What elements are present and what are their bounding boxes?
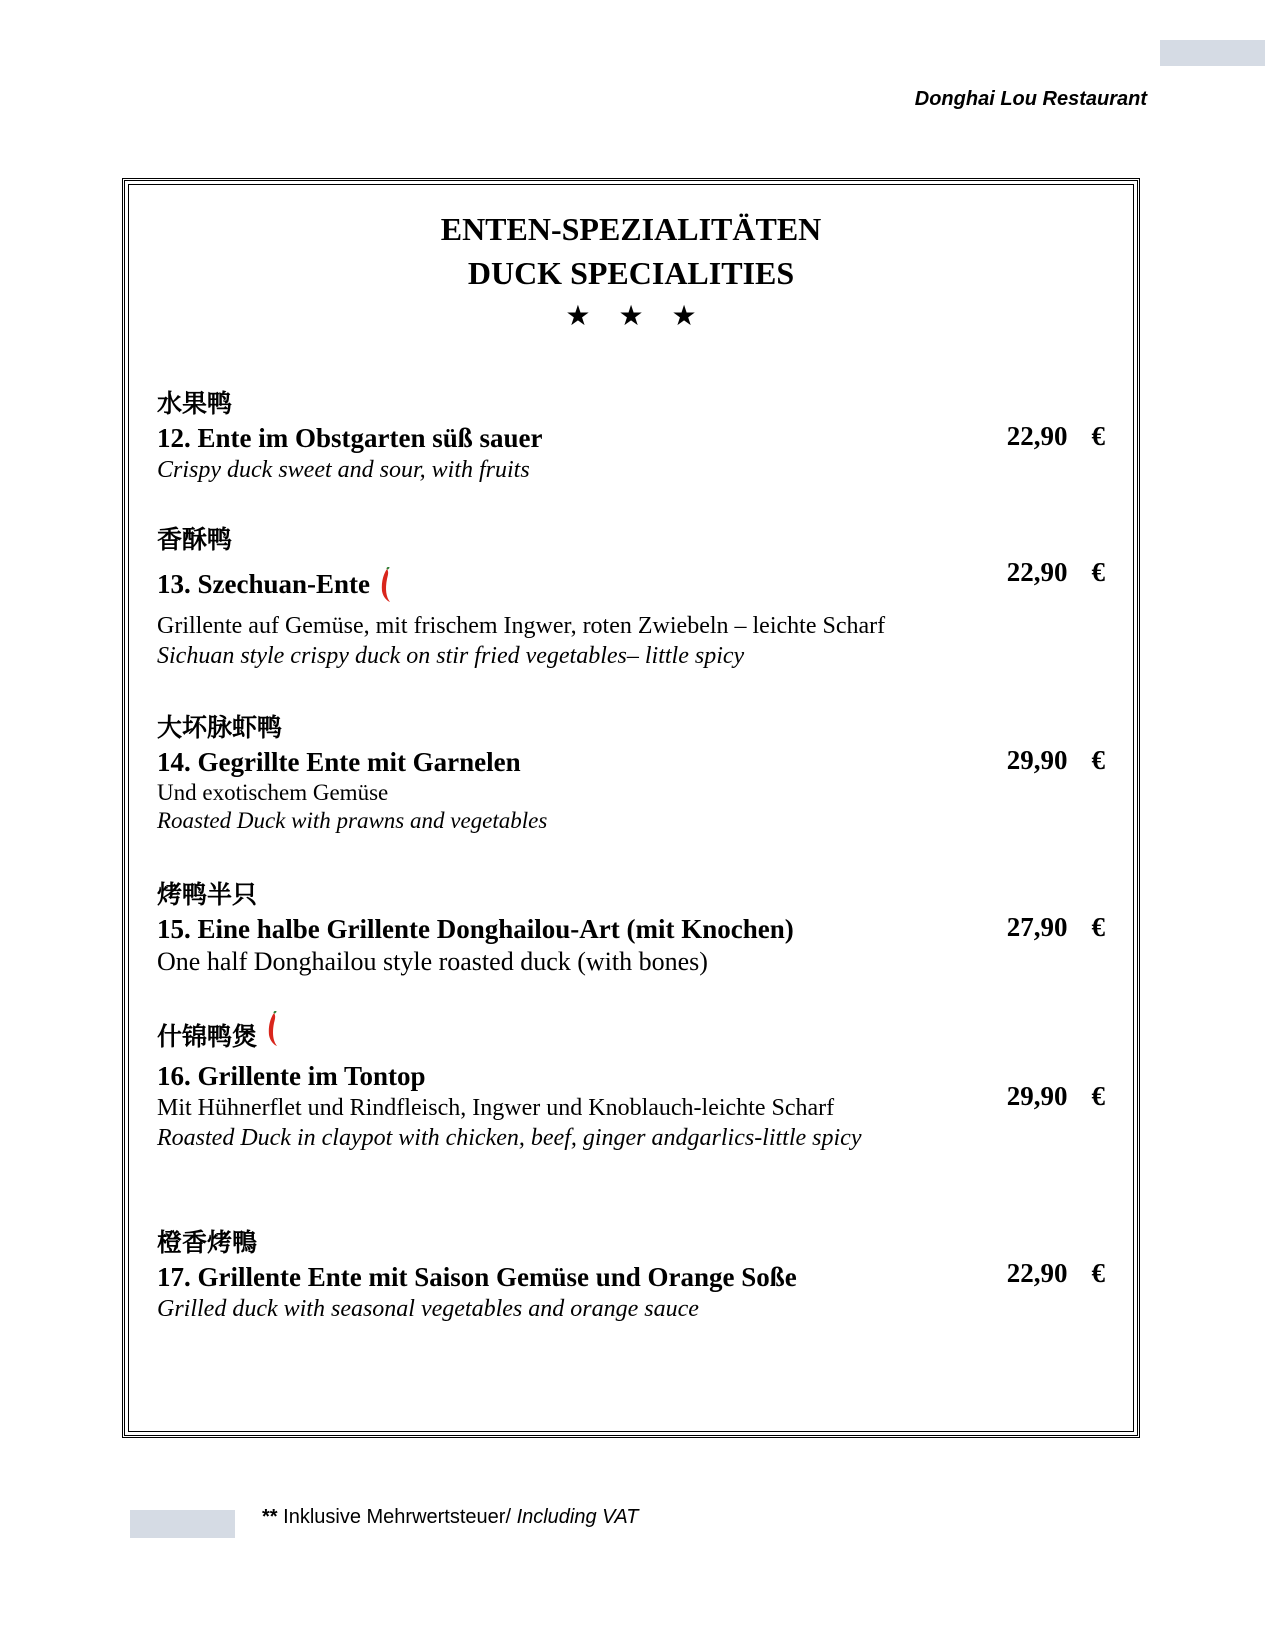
footer-grey-bar <box>130 1510 235 1538</box>
stars-divider: ★★★ <box>565 301 725 332</box>
dish-desc-de: Mit Hühnerflet und Rindfleisch, Ingwer und Knoblauch-leichte Scharf <box>157 1095 835 1121</box>
dish-price <box>1007 1081 1105 1112</box>
dish-price <box>1007 745 1105 776</box>
dish-desc-de: Grillente auf Gemüse, mit frischem Ingwer, roten Zwiebeln – leichte Scharf <box>157 613 886 639</box>
dish-chinese-name: 水果鸭 <box>157 389 233 418</box>
dish-16 <box>157 1017 1117 1153</box>
dish-price <box>1007 557 1105 588</box>
dish-name: 17. Grillente Ente mit Saison Gemüse und Orange Soße <box>157 1262 797 1292</box>
chili-pepper-icon <box>265 1011 279 1059</box>
vat-note <box>262 1506 639 1529</box>
dish-15 <box>157 878 1117 978</box>
price-value: 29,90 <box>1006 745 1068 775</box>
dish-name: 16. Grillente im Tontop <box>157 1061 426 1091</box>
currency-symbol: € <box>1091 557 1105 587</box>
dish-desc-en: Roasted Duck with prawns and vegetables <box>157 808 548 833</box>
dish-name: 13. Szechuan-Ente <box>157 569 371 599</box>
currency-symbol: € <box>1091 1081 1105 1111</box>
currency-symbol: € <box>1091 1258 1105 1288</box>
section-title-de: ENTEN-SPEZIALITÄTEN <box>440 211 822 247</box>
chili-pepper-icon <box>378 567 392 611</box>
dish-name: 15. Eine halbe Grillente Donghailou-Art (mit Knochen) <box>157 914 794 944</box>
dish-desc-en: Roasted Duck in claypot with chicken, beef, ginger andgarlics-little spicy <box>157 1125 862 1151</box>
dish-17 <box>157 1226 1117 1324</box>
price-value: 29,90 <box>1006 1081 1068 1111</box>
currency-symbol: € <box>1091 745 1105 775</box>
dish-desc-de: Und exotischem Gemüse <box>157 780 389 805</box>
menu-frame <box>122 178 1140 1438</box>
price-value: 22,90 <box>1006 557 1068 587</box>
dish-12 <box>157 387 1117 485</box>
section-title-en: DUCK SPECIALITIES <box>467 255 795 291</box>
restaurant-name: Donghai Lou Restaurant <box>914 88 1147 110</box>
price-value: 27,90 <box>1006 912 1068 942</box>
dish-chinese-name: 橙香烤鴨 <box>157 1228 258 1257</box>
dish-14 <box>157 711 1117 835</box>
dish-price <box>1007 421 1105 452</box>
dish-desc-en: Crispy duck sweet and sour, with fruits <box>157 457 530 483</box>
dish-13 <box>157 523 1117 671</box>
dish-name-row <box>157 567 1117 611</box>
dish-price <box>1007 1258 1105 1289</box>
dish-desc-en: Sichuan style crispy duck on stir fried vegetables– little spicy <box>157 643 745 669</box>
dish-chinese-name: 烤鸭半只 <box>157 880 258 909</box>
currency-symbol: € <box>1091 912 1105 942</box>
price-value: 22,90 <box>1006 421 1068 451</box>
dish-chinese-name: 大坏脉虾鸭 <box>157 713 283 742</box>
vat-prefix: ** Inklusive Mehrwertsteuer/ <box>262 1506 517 1528</box>
price-value: 22,90 <box>1006 1258 1068 1288</box>
dish-name: 14. Gegrillte Ente mit Garnelen <box>157 747 521 777</box>
vat-english: Including VAT <box>516 1506 639 1528</box>
dish-chinese-name: 什锦鸭煲 <box>157 1022 258 1051</box>
dish-desc-de: One half Donghailou style roasted duck (with bones) <box>157 947 708 976</box>
dish-price <box>1007 912 1105 943</box>
dish-chinese-name: 香酥鸭 <box>157 525 233 554</box>
dish-chinese-name-row <box>157 1017 1117 1059</box>
currency-symbol: € <box>1091 421 1105 451</box>
dish-name: 12. Ente im Obstgarten süß sauer <box>157 423 543 453</box>
corner-grey-bar <box>1160 40 1265 66</box>
dish-desc-en: Grilled duck with seasonal vegetables and orange sauce <box>157 1296 699 1322</box>
